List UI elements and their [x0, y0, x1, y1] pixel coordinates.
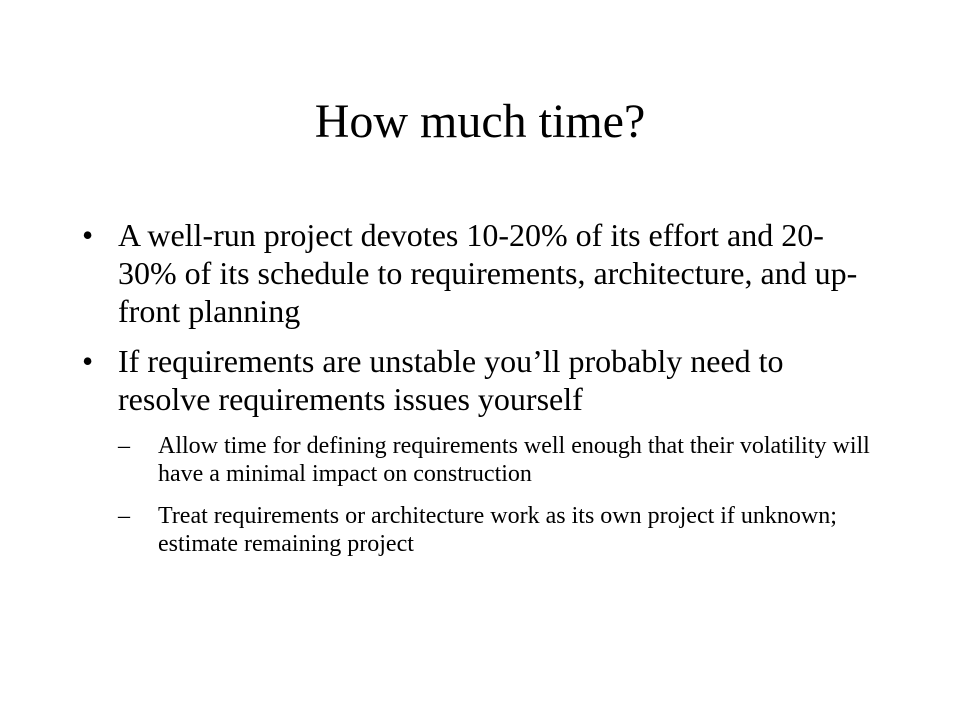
bullet-text: If requirements are unstable you’ll probably need to resolve requirements issues yourself: [118, 343, 784, 417]
sub-bullet-list: [118, 432, 882, 558]
sub-bullet-text: Allow time for defining requirements well enough that their volatility will have a minimal impact on construction: [158, 433, 870, 487]
dash-marker: –: [118, 433, 130, 459]
dash-marker: –: [118, 503, 130, 529]
bullet-text: A well-run project devotes 10-20% of its effort and 20-30% of its schedule to requirements, architecture, and up-front planning: [118, 217, 858, 329]
bullet-list: [82, 216, 882, 572]
sub-bullet-text: Treat requirements or architecture work as its own project if unknown; estimate remaining project: [158, 503, 837, 557]
bullet-marker: •: [82, 343, 94, 379]
bullet-marker: •: [82, 217, 94, 253]
sub-bullet-item-treat-as-project: [118, 502, 882, 558]
bullet-item-unstable-requirements: [82, 342, 882, 558]
slide-title: How much time?: [314, 95, 646, 148]
bullet-item-effort: [82, 216, 882, 330]
sub-bullet-item-allow-time: [118, 432, 882, 488]
